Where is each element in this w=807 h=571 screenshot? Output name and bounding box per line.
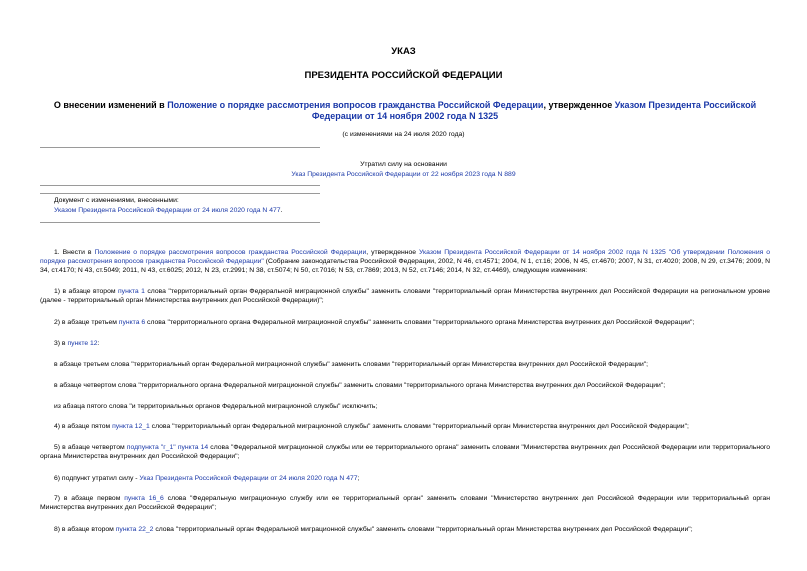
divider [40,222,320,223]
item-22-2-link[interactable]: пункта 22_2 [115,526,154,533]
divider [40,147,320,148]
page-title [40,100,770,122]
paragraph-11 [40,494,770,512]
revision-note: (с изменениями на 24 июля 2020 года) [342,131,465,138]
item-1-link[interactable]: пункта 1 [118,288,145,295]
item-12-1-link[interactable]: пункта 12_1 [112,423,150,430]
decree-1325-link[interactable]: Указом Президента Российской Федерации от 14 ноября 2002 года N 1325 "Об утверждении Положения о порядке рассмотрения вопросов гражданства Российской Федерации" [40,249,771,265]
status-text: Утратил силу на основании [360,161,447,168]
text: 6) подпункт утратил силу - [54,475,140,482]
paragraph-5: в абзаце третьем слова "территориальный орган Федеральной миграционной службы" заменить словами "территориальный орган Министерства внутренних дел Российской Федерации"; [54,361,649,368]
item-6-link[interactable]: пункта 6 [118,319,146,326]
text: слова "Федеральную миграционную службу или ее территориальный орган" заменить словами "Министерство внутренних дел Российской Федерации или территориальный орган Министерства внутренних дел Российской Федерации"; [40,495,770,511]
item-16-6-link[interactable]: пункта 16_6 [124,495,164,502]
issuer: ПРЕЗИДЕНТА РОССИЙСКОЙ ФЕДЕРАЦИИ [304,70,503,81]
changes-line [54,206,374,215]
title-link-decree[interactable]: Указом Президента Российской Федерации от 14 ноября 2002 года N 1325 [311,100,757,121]
text: (Собрание законодательства Российской Федерации, 2002, N 46, ст.4571; 2004, N 1, ст.16; 2006, N 45, ст.4670; 2007, N 31, ст.4020; 2008, N 29, ст.3476; 2009, N 34, ст.4170; N 43, ст.5049; 2011, N 43, ст.6025; 2012, N 23, ст.2991; N 38, ст.5074; N 50, ст.7016; N 53, ст.7869; 2013, N 52, ст.7146; 2014, N 32, ст.4469), следующие изменения: [40,258,770,274]
amendment-link[interactable]: Указом Президента Российской Федерации от 24 июля 2020 года N 477 [54,207,281,214]
text: 8) в абзаце втором [54,526,116,533]
item-12-link[interactable]: пункте 12 [67,340,98,347]
regulation-link[interactable]: Положение о порядке рассмотрения вопросов гражданства Российской Федерации [94,249,367,256]
paragraph-6: в абзаце четвертом слова "территориального органа Федеральной миграционной службы" заменить словами "территориального органа Министерства внутренних дел Российской Федерации"; [54,382,666,389]
paragraph-8 [40,422,770,431]
text: 1) в абзаце втором [54,288,118,295]
text: 3) в [54,340,68,347]
changes-suffix: . [280,207,283,214]
doc-type: УКАЗ [391,46,416,57]
text: слова "территориальный орган Федеральной миграционной службы" заменить словами "территориальный орган Министерства внутренних дел Российской Федерации"; [149,423,689,430]
changes-text: Документ с изменениями, внесенными: [54,197,179,204]
paragraph-2 [40,287,770,305]
text: 5) в абзаце четвертом [54,444,127,451]
text: слова "территориального органа Федеральной миграционной службы" заменить словами "территориального органа Министерства внутренних дел Российской Федерации"; [145,319,695,326]
paragraph-9 [40,443,770,461]
text: 4) в абзаце пятом [54,423,113,430]
text: слова "Федеральной миграционной службы или ее территориального органа" заменить словами "Министерства внутренних дел Российской Федерации или территориального органа Министерства внутренних дел Российской Федерации"; [40,444,770,460]
text: , утвержденное [366,249,419,256]
paragraph-12 [40,525,770,534]
repeal-link[interactable]: Указ Президента Российской Федерации от 22 ноября 2023 года N 889 [291,171,516,178]
text: 2) в абзаце третьем [54,319,119,326]
decree-477-link[interactable]: Указ Президента Российской Федерации от 24 июля 2020 года N 477 [139,475,358,482]
text: слова "территориальный орган Федеральной миграционной службы" заменить словами "территориальный орган Министерства внутренних дел Российской Федерации"; [153,526,693,533]
text: 1. Внести в [54,249,95,256]
subitem-g1-item-14-link[interactable]: подпункта "г_1" пункта 14 [126,444,209,451]
divider [40,193,320,194]
title-middle: , утвержденное [543,100,615,110]
status-line [0,170,807,179]
title-link-regulation[interactable]: Положение о порядке рассмотрения вопросов гражданства Российской Федерации [167,100,544,110]
text: ; [357,475,360,482]
text: 7) в абзаце первом [54,495,125,502]
paragraph-4 [40,339,770,348]
paragraph-7: из абзаца пятого слова "и территориальных органов Федеральной миграционной службы" исключить; [54,403,378,410]
paragraph-3 [40,318,770,327]
text: : [97,340,100,347]
paragraph-10 [40,474,770,483]
paragraph-1 [40,248,770,275]
title-prefix: О внесении изменений в [53,100,168,110]
text: слова "территориальный орган Федеральной миграционной службы" заменить словами "территориальный орган Министерства внутренних дел Российской Федерации на региональном уровне (далее - территориальный орган Министерства внутренних дел Российской Федерации)"; [40,288,770,304]
divider [40,185,320,186]
